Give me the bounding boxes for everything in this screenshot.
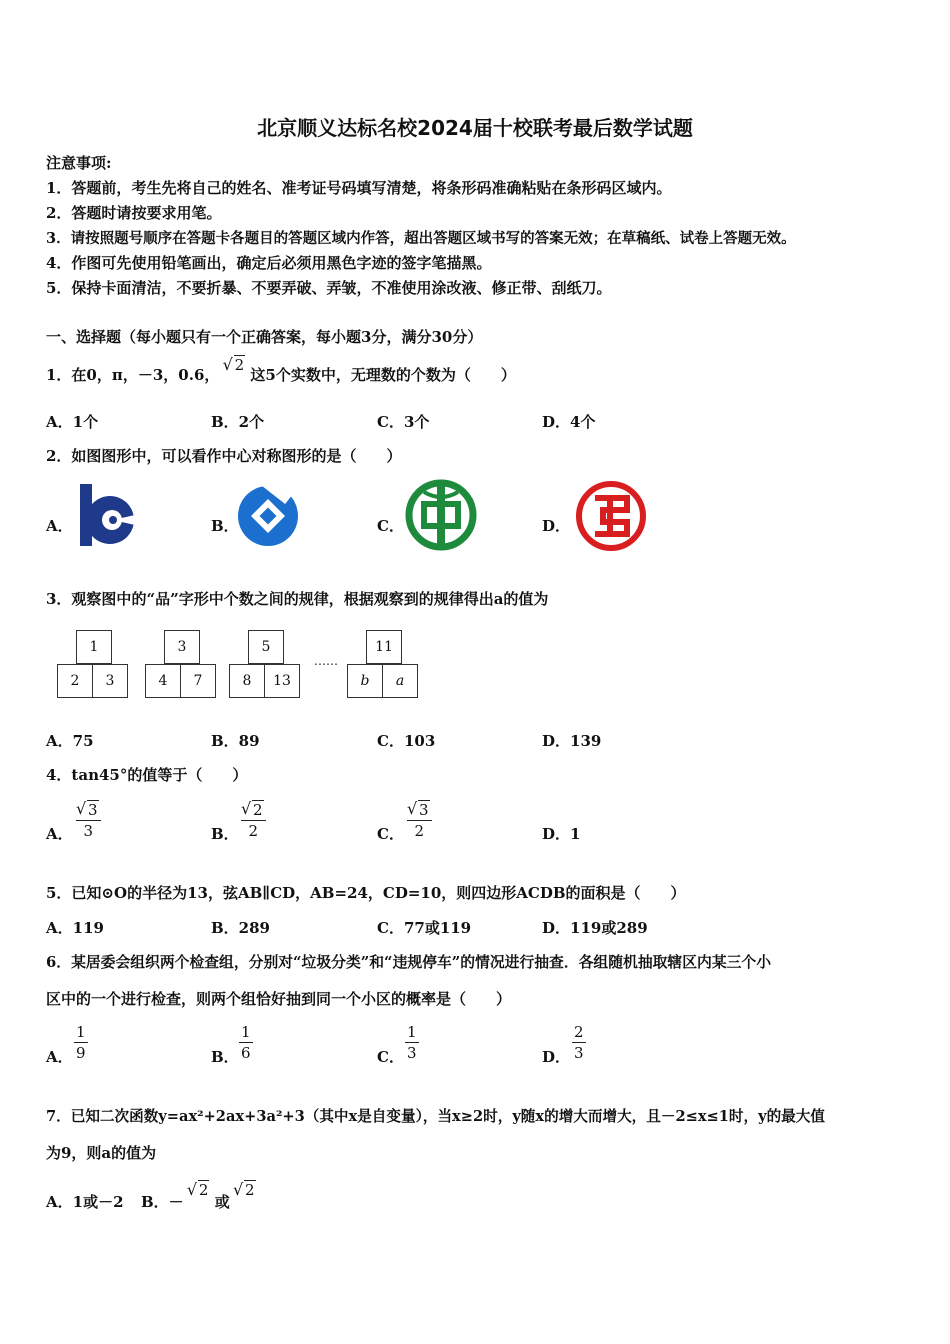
q4-option-d: D．1 — [542, 825, 581, 843]
q1-stem — [46, 356, 516, 385]
q6-frac-d: $\frac{2}{3}$ — [574, 1023, 584, 1062]
q3-option-b: B．89 — [211, 732, 260, 750]
q4-label-b: B． — [211, 825, 239, 843]
q7-option-b — [141, 1181, 256, 1212]
q6-frac-b: $\frac{1}{6}$ — [241, 1023, 251, 1062]
q6-label-a: A． — [46, 1048, 73, 1066]
q1-option-a: A．1个 — [46, 413, 99, 431]
q4-label-a: A． — [46, 825, 73, 843]
notice-item-5: 5．保持卡面清洁，不要折暴、不要弄破、弄皱，不准使用涂改液、修正带、刮纸刀。 — [46, 279, 612, 297]
q1-option-d: D．4个 — [542, 413, 596, 431]
notice-item-1: 1．答题前，考生先将自己的姓名、准考证号码填写清楚，将条形码准确粘贴在条形码区域内。 — [46, 179, 672, 197]
q4-frac-c: √ $\frac{3}{2}$ — [407, 800, 432, 841]
q3-g2-top: 3 — [164, 630, 200, 664]
notice-item-3: 3．请按照题号顺序在答题卡各题目的答题区域内作答，超出答题区域书写的答案无效；在草稿纸、试卷上答题无效。 — [46, 230, 796, 247]
q3-g1-right: 3 — [92, 664, 128, 698]
q7-option-b-or: 或 — [214, 1193, 230, 1211]
q3-g4-right: a — [382, 664, 418, 698]
q1-sqrt: √ 2 — [225, 356, 246, 374]
q3-g2-right: 7 — [180, 664, 216, 698]
logo-d-icon — [573, 480, 649, 552]
q2-label-b: B． — [211, 517, 239, 535]
q1-stem-a: 1．在0，π，－3，0.6， — [46, 366, 220, 384]
q7-option-a: A．1或－2 — [46, 1193, 124, 1211]
q3-option-a: A．75 — [46, 732, 94, 750]
q4-frac-b: √ $\frac{2}{2}$ — [241, 800, 266, 841]
q5-stem: 5．已知⊙O的半径为13，弦AB∥CD，AB=24，CD=10，则四边形ACDB的面积是（ ） — [46, 884, 686, 902]
q4-label-c: C． — [377, 825, 404, 843]
notice-heading: 注意事项: — [46, 154, 112, 172]
q1-option-c: C．3个 — [377, 413, 430, 431]
q3-g4-left: b — [347, 664, 383, 698]
q3-g3-top: 5 — [248, 630, 284, 664]
section-heading: 一、选择题（每小题只有一个正确答案，每小题3分，满分30分） — [46, 328, 483, 346]
q5-option-c: C．77或119 — [377, 919, 472, 937]
q2-label-d: D． — [542, 517, 571, 535]
q6-label-d: D． — [542, 1048, 571, 1066]
q6-line2: 区中的一个进行检查，则两个组恰好抽到同一个小区的概率是（ ） — [46, 990, 512, 1008]
q6-frac-c: $\frac{1}{3}$ — [407, 1023, 417, 1062]
q6-label-b: B． — [211, 1048, 239, 1066]
q4-frac-a: √ $\frac{3}{3}$ — [76, 800, 101, 841]
logo-a-icon — [74, 480, 144, 550]
page-title: 北京顺义达标名校2024届十校联考最后数学试题 — [257, 116, 693, 140]
q7-option-b-sqrt1: √ 2 — [189, 1181, 210, 1199]
q7-line2: 为9，则a的值为 — [46, 1144, 157, 1162]
q1-option-b: B．2个 — [211, 413, 265, 431]
q3-g2-left: 4 — [145, 664, 181, 698]
q3-option-c: C．103 — [377, 732, 436, 750]
q1-stem-b: 这5个实数中，无理数的个数为（ ） — [250, 366, 516, 384]
q3-g4-top: 11 — [366, 630, 402, 664]
q4-stem: 4．tan45°的值等于（ ） — [46, 766, 248, 784]
q3-ellipsis: …… — [314, 654, 338, 668]
q2-stem: 2．如图图形中，可以看作中心对称图形的是（ ） — [46, 447, 402, 465]
q3-g1-left: 2 — [57, 664, 93, 698]
q5-option-a: A．119 — [46, 919, 104, 937]
notice-item-4: 4．作图可先使用铅笔画出，确定后必须用黑色字迹的签字笔描黑。 — [46, 254, 492, 272]
q3-option-d: D．139 — [542, 732, 602, 750]
q7-option-b-label: B．－ — [141, 1193, 184, 1211]
q2-label-a: A． — [46, 517, 73, 535]
q3-g3-right: 13 — [264, 664, 300, 698]
q6-label-c: C． — [377, 1048, 404, 1066]
q3-stem: 3．观察图中的“品”字形中个数之间的规律，根据观察到的规律得出a的值为 — [46, 590, 549, 608]
q6-frac-a: $\frac{1}{9}$ — [76, 1023, 86, 1062]
q7-line1: 7．已知二次函数y=ax²+2ax+3a²+3（其中x是自变量），当x≥2时，y随x的增大而增大，且－2≤x≤1时，y的最大值 — [46, 1108, 825, 1125]
logo-c-icon — [404, 478, 478, 552]
logo-b-icon — [236, 480, 302, 550]
q7-option-b-sqrt2: √ 2 — [235, 1181, 256, 1199]
q5-option-b: B．289 — [211, 919, 270, 937]
q2-label-c: C． — [377, 517, 404, 535]
q6-line1: 6．某居委会组织两个检查组，分别对“垃圾分类”和“违规停车”的情况进行抽查．各组随机抽取辖区内某三个小 — [46, 954, 772, 971]
notice-item-2: 2．答题时请按要求用笔。 — [46, 204, 222, 222]
q3-g3-left: 8 — [229, 664, 265, 698]
q3-g1-top: 1 — [76, 630, 112, 664]
q5-option-d: D．119或289 — [542, 919, 648, 937]
